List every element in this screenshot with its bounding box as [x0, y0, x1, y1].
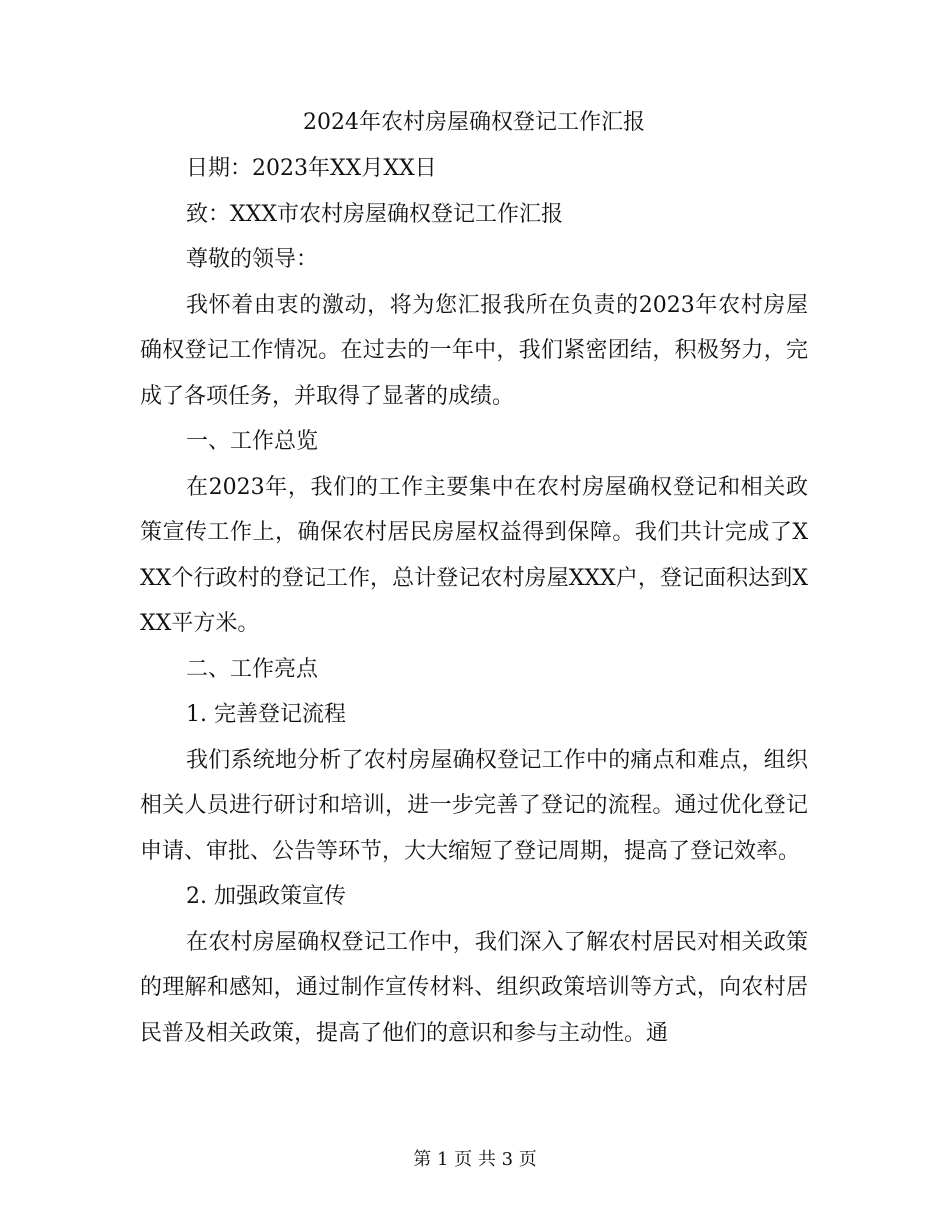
- document-title: 2024年农村房屋确权登记工作汇报: [303, 110, 645, 135]
- page-number-footer: 第 1 页 共 3 页: [413, 1149, 537, 1170]
- subheading-process: 1. 完善登记流程: [186, 702, 346, 727]
- intro-paragraph: 我怀着由衷的激动，将为您汇报我所在负责的2023年农村房屋确权登记工作情况。在过去的一年中，我们紧密团结，积极努力，完成了各项任务，并取得了显著的成绩。: [140, 292, 808, 409]
- subheading-policy: 2. 加强政策宣传: [186, 884, 346, 909]
- policy-paragraph: 在农村房屋确权登记工作中，我们深入了解农村居民对相关政策的理解和感知，通过制作宣传材料、组织政策培训等方式，向农村居民普及相关政策，提高了他们的意识和参与主动性。通: [140, 929, 808, 1046]
- section-heading-highlights: 二、工作亮点: [186, 656, 319, 682]
- salutation: 尊敬的领导：: [186, 247, 319, 272]
- process-paragraph: 我们系统地分析了农村房屋确权登记工作中的痛点和难点，组织相关人员进行研讨和培训，进一步完善了登记的流程。通过优化登记申请、审批、公告等环节，大大缩短了登记周期，提高了登记效率。: [140, 747, 808, 864]
- overview-paragraph: 在2023年，我们的工作主要集中在农村房屋确权登记和相关政策宣传工作上，确保农村居民房屋权益得到保障。我们共计完成了XXX个行政村的登记工作，总计登记农村房屋XXX户，登记面积达到XXX平方米。: [140, 474, 808, 636]
- section-heading-overview: 一、工作总览: [186, 429, 319, 454]
- document-body: [140, 100, 808, 1056]
- date-line: 日期：2023年XX月XX日: [186, 156, 437, 181]
- recipient-line: 致：XXX市农村房屋确权登记工作汇报: [186, 201, 563, 227]
